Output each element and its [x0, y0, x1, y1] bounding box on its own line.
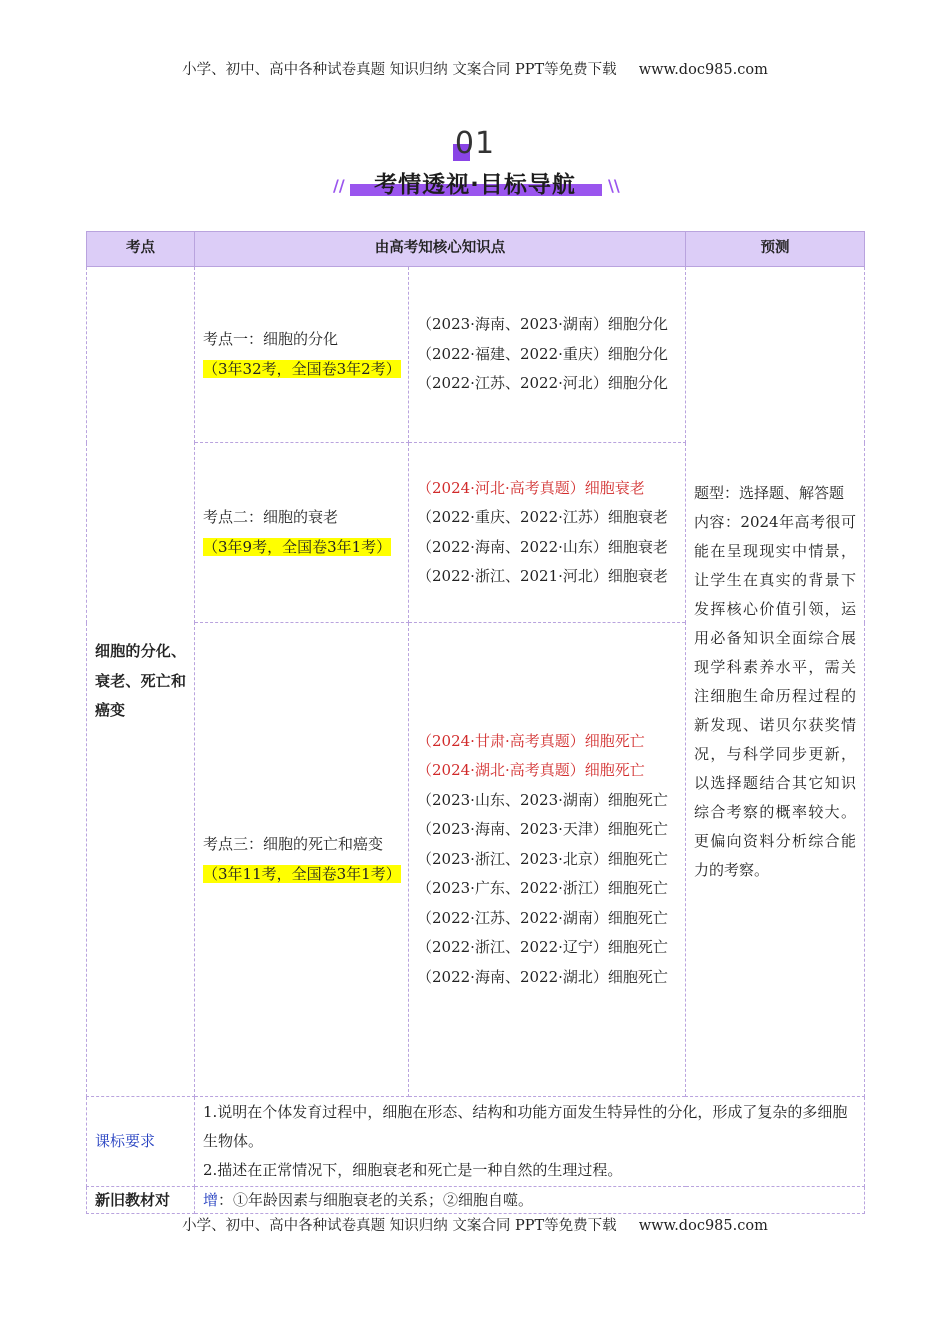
- point-name: 考点三：细胞的死亡和癌变: [203, 835, 384, 853]
- header-site[interactable]: www.doc985.com: [638, 62, 768, 78]
- point-cell: [195, 443, 409, 623]
- table-row: [87, 1187, 865, 1214]
- prediction-cell: [686, 267, 865, 1097]
- prediction-text: 题型：选择题、解答题 内容：2024年高考很可能在呈现现实中情景，让学生在真实的背景下发挥核心价值引领，运用必备知识全面综合展现学科素养水平，需关注细胞生命历程过程的新发现、诺贝尔获奖情况，与科学同步更新，以选择题结合其它知识综合考察的概率较大。更偏向资料分析综合能力的考察。: [694, 483, 856, 879]
- exam-table: [86, 231, 865, 1214]
- compare-prefix: 增: [203, 1191, 219, 1209]
- header-prediction: 预测: [686, 232, 865, 267]
- point-stat: （3年32考，全国卷3年2考）: [203, 359, 401, 378]
- compare-text: ：①年龄因素与细胞衰老的关系；②细胞自噬。: [218, 1191, 534, 1209]
- table-header-row: [87, 232, 865, 267]
- topic-cell: [87, 267, 195, 1097]
- point-name: 考点一：细胞的分化: [203, 330, 339, 348]
- requirement-label: 课标要求: [95, 1131, 156, 1150]
- point-cell: [195, 267, 409, 443]
- source-item: （2023·浙江、2023·北京）细胞死亡: [417, 849, 668, 868]
- section-slash-right: \\: [608, 176, 620, 195]
- header-knowledge: 由高考知核心知识点: [195, 232, 686, 267]
- point-stat: （3年11考，全国卷3年1考）: [203, 864, 401, 883]
- header-text: 小学、初中、高中各种试卷真题 知识归纳 文案合同 PPT等免费下载: [182, 62, 617, 78]
- table-row: [87, 1097, 865, 1187]
- compare-label: 新旧教材对: [95, 1191, 171, 1209]
- requirement-label-cell: [87, 1097, 195, 1187]
- source-item: （2022·福建、2022·重庆）细胞分化: [417, 344, 668, 363]
- footer-text: 小学、初中、高中各种试卷真题 知识归纳 文案合同 PPT等免费下载: [182, 1218, 617, 1234]
- topic-text: 细胞的分化、衰老、死亡和癌变: [95, 642, 186, 720]
- section-number: 01: [454, 126, 496, 161]
- source-item: （2023·山东、2023·湖南）细胞死亡: [417, 790, 668, 809]
- sources-cell: [409, 623, 686, 1097]
- source-item: （2022·浙江、2022·辽宁）细胞死亡: [417, 938, 668, 957]
- source-item: （2024·湖北·高考真题）细胞死亡: [417, 761, 645, 780]
- source-item: （2024·甘肃·高考真题）细胞死亡: [417, 731, 645, 750]
- section-title: 考情透视·目标导航: [374, 172, 576, 198]
- table-row: [87, 267, 865, 443]
- header-topic: 考点: [87, 232, 195, 267]
- requirement-item: 1.说明在个体发育过程中，细胞在形态、结构和功能方面发生特异性的分化，形成了复杂的多细胞生物体。: [203, 1103, 848, 1150]
- section-slash-left: //: [333, 176, 345, 195]
- compare-label-cell: [87, 1187, 195, 1214]
- requirement-item: 2.描述在正常情况下，细胞衰老和死亡是一种自然的生理过程。: [203, 1161, 623, 1179]
- point-cell: [195, 623, 409, 1097]
- footer-site[interactable]: www.doc985.com: [638, 1218, 768, 1234]
- source-item: （2023·海南、2023·天津）细胞死亡: [417, 820, 668, 839]
- source-item: （2022·海南、2022·山东）细胞衰老（2022·浙江、2021·河北）细胞衰老: [417, 537, 668, 585]
- requirement-cell: [195, 1097, 865, 1187]
- point-stat: （3年9考，全国卷3年1考）: [203, 537, 392, 556]
- page-footer: [0, 1214, 950, 1235]
- source-item: （2022·江苏、2022·湖南）细胞死亡: [417, 908, 668, 927]
- source-item: （2023·广东、2022·浙江）细胞死亡: [417, 879, 668, 898]
- page-header: [0, 58, 950, 79]
- source-item: （2022·江苏、2022·河北）细胞分化: [417, 374, 668, 393]
- sources-cell: [409, 443, 686, 623]
- source-item: （2023·海南、2023·湖南）细胞分化: [417, 315, 668, 334]
- compare-cell: [195, 1187, 865, 1214]
- point-name: 考点二：细胞的衰老: [203, 508, 339, 526]
- source-item: （2024·河北·高考真题）细胞衰老: [417, 478, 645, 497]
- source-item: （2022·重庆、2022·江苏）细胞衰老: [417, 508, 668, 526]
- source-item: （2022·海南、2022·湖北）细胞死亡: [417, 967, 668, 986]
- sources-cell: [409, 267, 686, 443]
